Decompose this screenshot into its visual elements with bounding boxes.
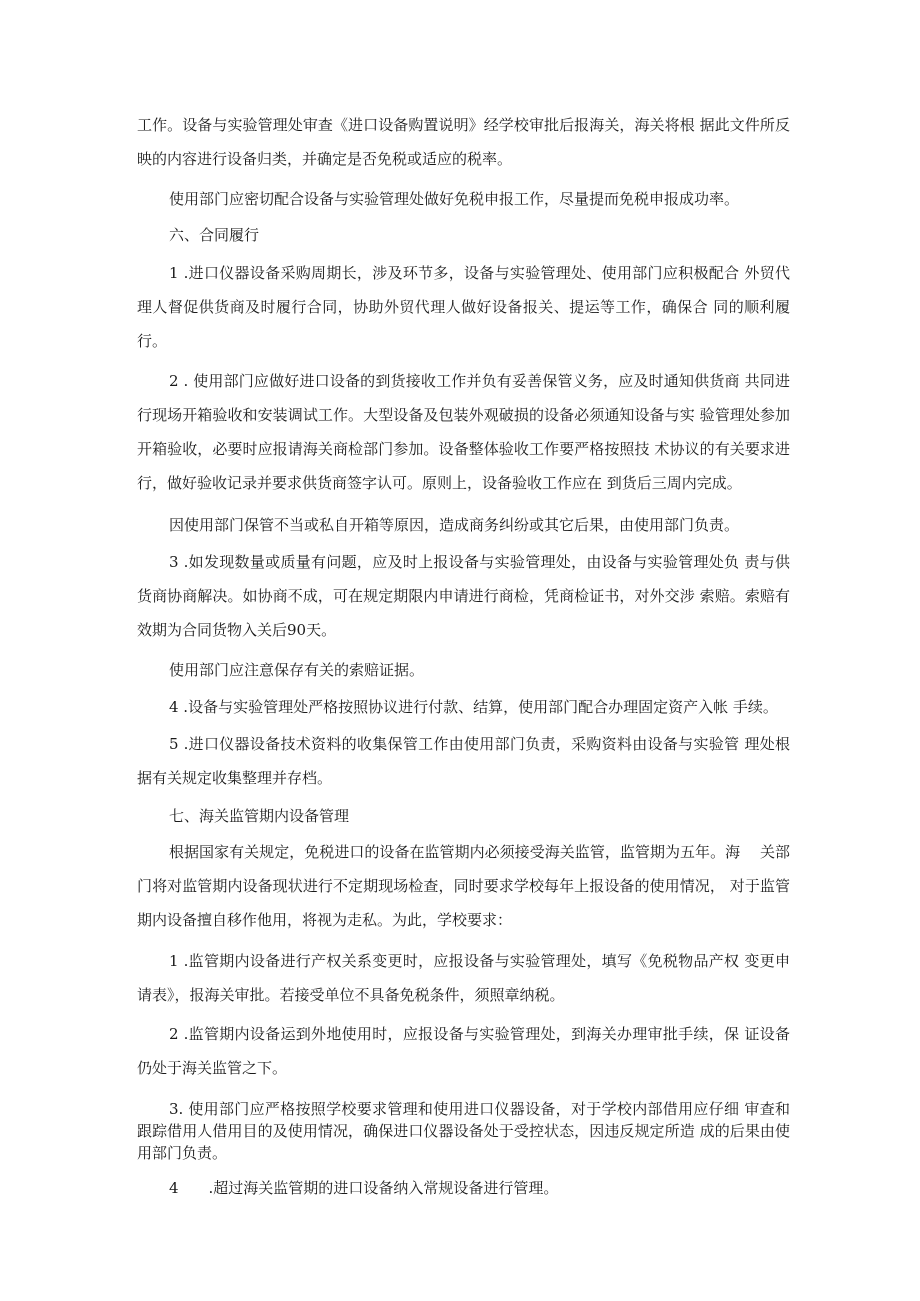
- paragraph-4: 2 . 使用部门应做好进口设备的到货接收工作并负有妥善保管义务，应及时通知供货商 共同进行现场开箱验收和安装调试工作。大型设备及包装外观破损的设备必须通知设备与实 验管理处参加开箱验收，必要时应报请海关商检部门参加。设备整体验收工作要严格按照技 术协议的有关要求进行，做好验收记录并要求供货商签字认可。原则上，设备验收工作应在 到货后三周内完成。: [137, 372, 790, 492]
- paragraph-14: 4 .超过海关监管期的进口设备纳入常规设备进行管理。: [169, 1179, 559, 1197]
- paragraph-11: 1 .监管期内设备进行产权关系变更时，应报设备与实验管理处，填写《免税物品产权 变更申请表》，报海关审批。若接受单位不具备免税条件，须照章纳税。: [137, 952, 790, 1004]
- paragraph-13: 3. 使用部门应严格按照学校要求管理和使用进口仪器设备，对于学校内部借用应仔细 审查和跟踪借用人借用目的及使用情况，确保进口仪器设备处于受控状态，因违反规定所造 成的后果由使用部门负责。: [137, 1100, 790, 1162]
- paragraph-2: 使用部门应密切配合设备与实验管理处做好免税申报工作，尽量提而免税申报成功率。: [169, 190, 740, 208]
- paragraph-3: 1 .进口仪器设备采购周期长，涉及环节多，设备与实验管理处、使用部门应积极配合 外贸代理人督促供货商及时履行合同，协助外贸代理人做好设备报关、提运等工作，确保合 同的顺利履行。: [137, 264, 790, 350]
- paragraph-12: 2 .监管期内设备运到外地使用时，应报设备与实验管理处，到海关办理审批手续，保 证设备仍处于海关监管之下。: [137, 1025, 790, 1077]
- paragraph-10: 根据国家有关规定，免税进口的设备在监管期内必须接受海关监管，监管期为五年。海 关部门将对监管期内设备现状进行不定期现场检查，同时要求学校每年上报设备的使用情况， 对于监管期内设备擅自移作他用，将视为走私。为此，学校要求：: [137, 843, 790, 929]
- paragraph-7: 使用部门应注意保存有关的索赔证据。: [169, 661, 425, 679]
- paragraph-9: 5 .进口仪器设备技术资料的收集保管工作由使用部门负责，采购资料由设备与实验管 理处根据有关规定收集整理并存档。: [137, 735, 790, 787]
- paragraph-8: 4 .设备与实验管理处严格按照协议进行付款、结算，使用部门配合办理固定资产入帐 手续。: [169, 698, 778, 716]
- paragraph-1: 工作。设备与实验管理处审查《进口设备购置说明》经学校审批后报海关，海关将根 据此文件所反映的内容进行设备归类，并确定是否免税或适应的税率。: [137, 116, 790, 168]
- section-heading-7: 七、海关监管期内设备管理: [169, 807, 350, 825]
- paragraph-5: 因使用部门保管不当或私自开箱等原因，造成商务纠纷或其它后果，由使用部门负责。: [169, 516, 740, 534]
- section-heading-6: 六、合同履行: [169, 226, 260, 244]
- paragraph-6: 3 .如发现数量或质量有问题，应及时上报设备与实验管理处，由设备与实验管理处负 责与供货商协商解决。如协商不成，可在规定期限内申请进行商检，凭商检证书，对外交涉 索赔。索赔有效期为合同货物入关后90天。: [137, 553, 790, 639]
